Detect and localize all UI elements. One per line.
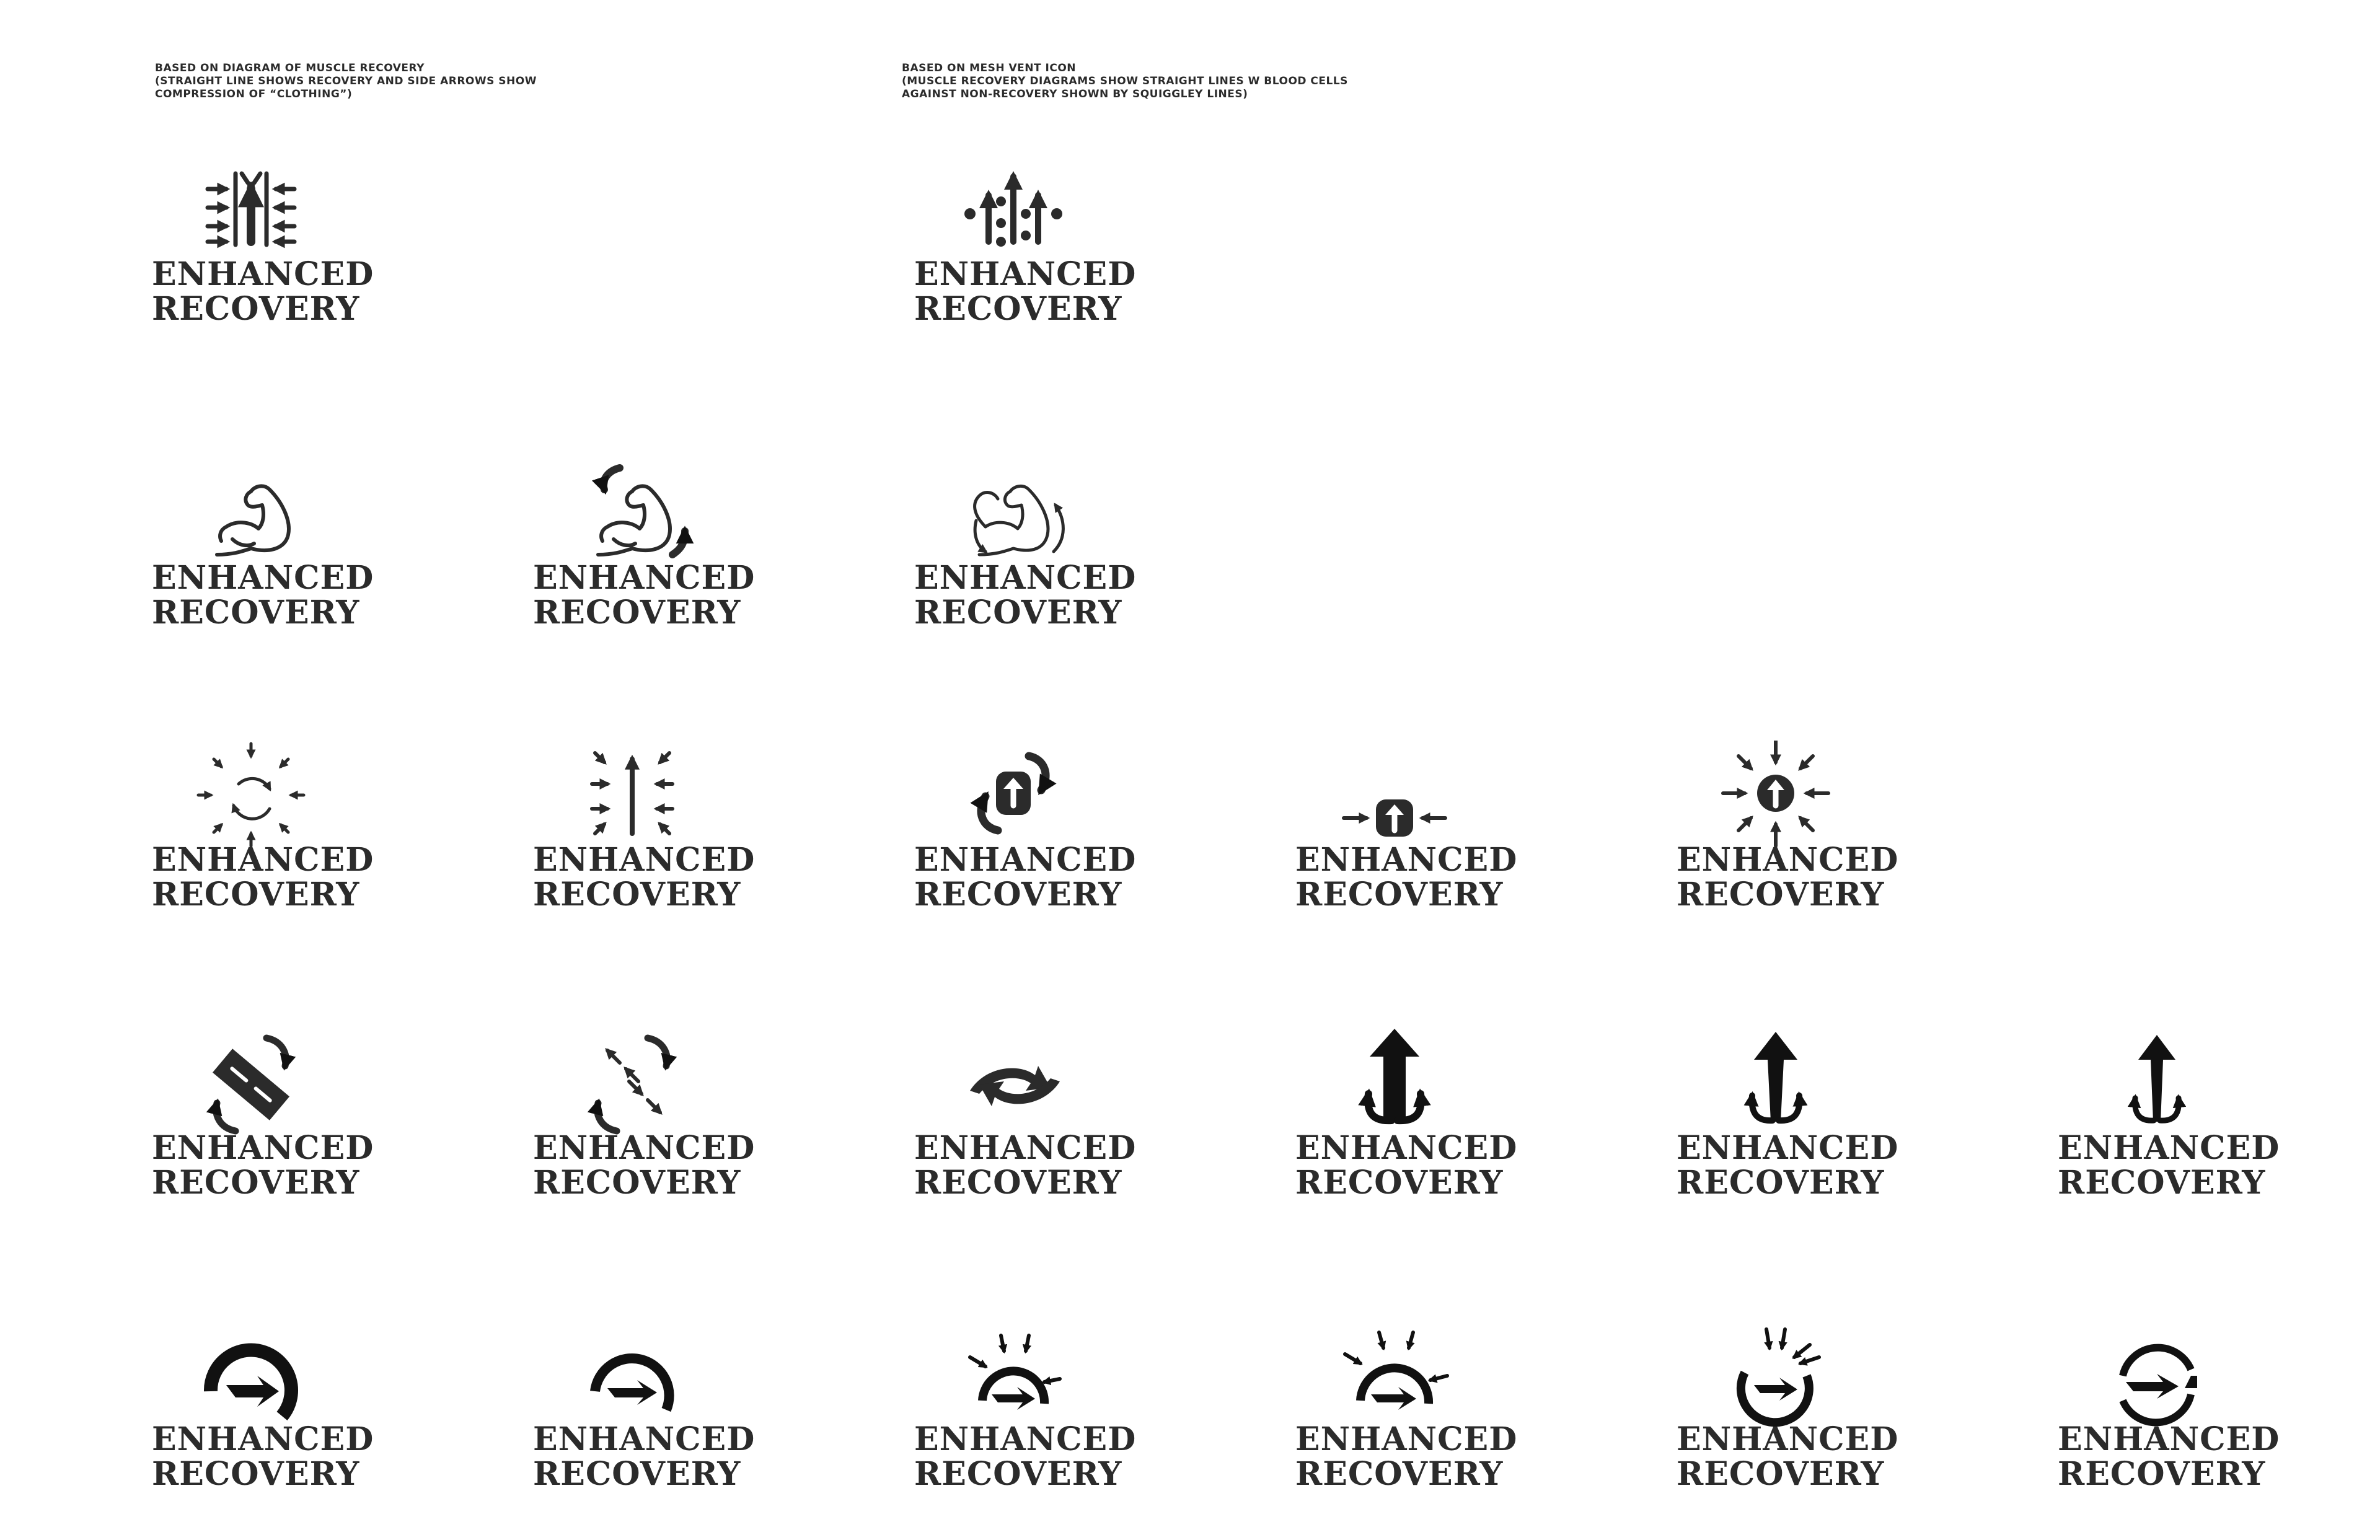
label-line-1: ENHANCED — [2058, 1420, 2280, 1458]
icon-tile — [152, 158, 374, 363]
icon-label — [1295, 841, 1518, 913]
label-line-2: RECOVERY — [914, 1164, 1122, 1202]
icon-label — [533, 1129, 756, 1202]
label-line-1: ENHANCED — [1677, 1129, 1899, 1167]
icon-label — [1677, 841, 1899, 913]
middle-note — [902, 62, 1348, 101]
label-line-1: ENHANCED — [914, 255, 1137, 293]
left-note-line: BASED ON DIAGRAM OF MUSCLE RECOVERY — [155, 62, 425, 74]
label-line-2: RECOVERY — [152, 1455, 360, 1493]
icon-label — [914, 841, 1137, 913]
label-line-1: ENHANCED — [152, 841, 374, 879]
label-line-2: RECOVERY — [2058, 1455, 2266, 1493]
icon-label — [533, 841, 756, 913]
icon-tile — [914, 462, 1137, 666]
label-line-2: RECOVERY — [914, 1455, 1122, 1493]
label-line-2: RECOVERY — [152, 290, 360, 328]
label-line-2: RECOVERY — [1677, 1455, 1885, 1493]
icon-tile — [152, 741, 374, 945]
label-line-1: ENHANCED — [152, 255, 374, 293]
label-line-1: ENHANCED — [152, 1420, 374, 1458]
label-line-2: RECOVERY — [1677, 1164, 1885, 1202]
icon-label — [1677, 1129, 1899, 1202]
icon-tile — [2058, 1323, 2280, 1528]
icon-label — [2058, 1420, 2280, 1493]
label-line-1: ENHANCED — [914, 1420, 1137, 1458]
icon-label — [914, 1420, 1137, 1493]
left-note-line: (STRAIGHT LINE SHOWS RECOVERY AND SIDE ARROWS SHOW — [155, 75, 537, 87]
label-line-2: RECOVERY — [914, 594, 1122, 631]
label-line-1: ENHANCED — [914, 1129, 1137, 1167]
icon-tile — [914, 158, 1137, 363]
icon-label — [2058, 1129, 2280, 1202]
icon-tile — [914, 1323, 1137, 1528]
icon-label — [152, 255, 374, 328]
label-line-2: RECOVERY — [1295, 876, 1504, 913]
label-line-2: RECOVERY — [533, 1455, 741, 1493]
label-line-1: ENHANCED — [1677, 841, 1899, 879]
label-line-2: RECOVERY — [1677, 876, 1885, 913]
icon-tile — [152, 1323, 374, 1528]
label-line-2: RECOVERY — [533, 594, 741, 631]
icon-label — [1295, 1129, 1518, 1202]
icon-label — [914, 255, 1137, 328]
icon-tile — [1295, 1323, 1518, 1528]
label-line-1: ENHANCED — [1295, 1420, 1518, 1458]
icon-label — [1295, 1420, 1518, 1493]
icon-label — [533, 1420, 756, 1493]
icon-tile — [533, 741, 756, 945]
label-line-1: ENHANCED — [533, 1129, 756, 1167]
middle-note-line: (MUSCLE RECOVERY DIAGRAMS SHOW STRAIGHT LINES W BLOOD CELLS — [902, 75, 1348, 87]
left-note — [155, 62, 537, 101]
icon-tile — [533, 462, 756, 666]
label-line-1: ENHANCED — [914, 559, 1137, 597]
icon-tile — [914, 1029, 1137, 1233]
icon-label — [152, 1420, 374, 1493]
icon-tile — [914, 741, 1137, 945]
icon-label — [914, 559, 1137, 631]
label-line-1: ENHANCED — [152, 1129, 374, 1167]
icon-tile — [533, 1323, 756, 1528]
middle-note-line: BASED ON MESH VENT ICON — [902, 62, 1077, 74]
label-line-1: ENHANCED — [152, 559, 374, 597]
icon-tile — [533, 1029, 756, 1233]
label-line-2: RECOVERY — [914, 290, 1122, 328]
label-line-1: ENHANCED — [1295, 1129, 1518, 1167]
icon-tile — [2058, 1029, 2280, 1233]
label-line-1: ENHANCED — [1677, 1420, 1899, 1458]
icon-label — [152, 841, 374, 913]
label-line-1: ENHANCED — [533, 559, 756, 597]
label-line-2: RECOVERY — [1295, 1455, 1504, 1493]
label-line-1: ENHANCED — [533, 1420, 756, 1458]
label-line-2: RECOVERY — [152, 594, 360, 631]
icon-tile — [152, 462, 374, 666]
icon-label — [152, 559, 374, 631]
label-line-2: RECOVERY — [914, 876, 1122, 913]
label-line-2: RECOVERY — [152, 876, 360, 913]
icon-tile — [1677, 741, 1899, 945]
label-line-1: ENHANCED — [914, 841, 1137, 879]
label-line-2: RECOVERY — [533, 876, 741, 913]
icon-label — [1677, 1420, 1899, 1493]
label-line-2: RECOVERY — [152, 1164, 360, 1202]
icon-label — [152, 1129, 374, 1202]
icon-label — [533, 559, 756, 631]
label-line-2: RECOVERY — [2058, 1164, 2266, 1202]
label-line-2: RECOVERY — [533, 1164, 741, 1202]
label-line-1: ENHANCED — [2058, 1129, 2280, 1167]
label-line-2: RECOVERY — [1295, 1164, 1504, 1202]
label-line-1: ENHANCED — [533, 841, 756, 879]
icon-tile — [1295, 741, 1518, 945]
middle-note-line: AGAINST NON-RECOVERY SHOWN BY SQUIGGLEY LINES) — [902, 88, 1248, 100]
icon-tile — [1677, 1323, 1899, 1528]
icon-tile — [1295, 1029, 1518, 1233]
icon-tile — [1677, 1029, 1899, 1233]
icon-tile — [152, 1029, 374, 1233]
label-line-1: ENHANCED — [1295, 841, 1518, 879]
left-note-line: COMPRESSION OF “CLOTHING”) — [155, 88, 353, 100]
icon-label — [914, 1129, 1137, 1202]
